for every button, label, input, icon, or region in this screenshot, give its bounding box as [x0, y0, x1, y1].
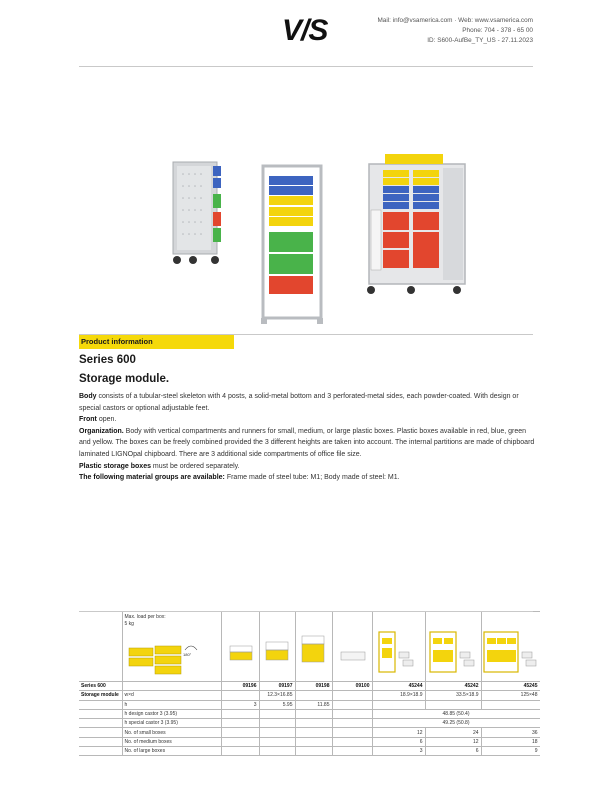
plastic-boxes-paragraph [79, 461, 535, 473]
product-info-label: Product information [79, 335, 234, 349]
table-cell: 33.5×18.9 [425, 691, 481, 700]
table-cell: 3 [372, 747, 425, 756]
row-label: h [122, 700, 221, 709]
code-cell: 45242 [425, 682, 481, 691]
box-image-cell-2 [259, 612, 295, 682]
row-label: h design castor 3 (3.95) [122, 709, 221, 718]
table-row [79, 700, 540, 709]
row-label: h special castor 3 (3.95) [122, 719, 221, 728]
cabinet-1-image [373, 612, 425, 678]
table-cell: 5.95 [259, 700, 295, 709]
cabinet-narrow-front-image [261, 166, 323, 324]
product-description [79, 391, 535, 484]
code-cell: 09100 [332, 682, 372, 691]
body-text: consists of a tubular-steel skeleton with 4 posts, a solid-metal bottom and 3 perforated-metal sides, each powder-coated. With design or special castors or optional adjustable feet. [79, 393, 519, 412]
max-load-cell [122, 612, 221, 682]
material-paragraph [79, 472, 535, 484]
table-cell: 125×48 [481, 691, 540, 700]
code-cell: 45244 [372, 682, 425, 691]
small-box-image [222, 612, 259, 678]
table-cell: 49.25 (50.8) [372, 719, 540, 728]
table-cell: 12.3×16.85 [259, 691, 295, 700]
module-title: Storage module. [79, 373, 170, 385]
max-load-label: Max. load per box: [124, 614, 166, 620]
large-box-image [296, 612, 332, 678]
body-label: Body [79, 393, 97, 400]
contact-mail-web: Mail: info@vsamerica.com · Web: www.vsamerica.com [377, 17, 533, 24]
contact-phone: Phone: 704 - 378 - 65 00 [462, 27, 533, 34]
code-cell: 45245 [481, 682, 540, 691]
cabinet-image-cell-2 [425, 612, 481, 682]
angle-label: 180° [182, 652, 191, 657]
medium-box-image [260, 612, 295, 678]
table-row [79, 747, 540, 756]
lid-image [333, 612, 372, 678]
table-cell: 6 [425, 747, 481, 756]
contact-block [377, 16, 533, 46]
front-text: open. [96, 416, 117, 424]
body-paragraph [79, 391, 535, 414]
table-row [79, 719, 540, 728]
table-cell: 6 [372, 737, 425, 746]
plastic-boxes-label: Plastic storage boxes [79, 462, 151, 470]
cabinet-side-view-image [173, 162, 221, 264]
product-images [165, 150, 545, 330]
boxes-group-image [125, 638, 220, 678]
material-text: Frame made of steel tube: M1; Body made of steel: M1. [224, 474, 400, 482]
table-row [79, 691, 540, 700]
code-cell: 09198 [295, 682, 332, 691]
plastic-boxes-text: must be ordered separately. [150, 462, 240, 470]
brand-logo: V/S [282, 14, 328, 47]
cabinet-image-cell-3 [481, 612, 540, 682]
table-row [79, 709, 540, 718]
cabinet-wide-open-image [367, 154, 465, 294]
table-module-label: Storage module [79, 691, 122, 700]
table-cell: 3 [221, 700, 259, 709]
box-image-cell-3 [295, 612, 332, 682]
cabinet-2-image [426, 612, 481, 678]
spec-table [79, 611, 540, 756]
table-cell: 48.85 (50.4) [372, 709, 540, 718]
table-cell: 18 [481, 737, 540, 746]
document-id: ID: S600-AufBe_TY_US - 27.11.2023 [427, 37, 533, 44]
organization-label: Organization. [79, 427, 124, 435]
table-row [79, 728, 540, 737]
organization-paragraph [79, 426, 535, 461]
code-row [79, 682, 540, 691]
code-cell: 09196 [221, 682, 259, 691]
table-cell: 9 [481, 747, 540, 756]
table-cell: 18.9×18.9 [372, 691, 425, 700]
cabinet-image-cell-1 [372, 612, 425, 682]
table-cell: 12 [425, 737, 481, 746]
row-label: w×d [122, 691, 221, 700]
cabinet-3-image [482, 612, 540, 678]
code-cell: 09197 [259, 682, 295, 691]
header-divider [79, 66, 533, 67]
table-series-label: Series 600 [79, 682, 122, 691]
material-label: The following material groups are available: [79, 474, 225, 482]
front-paragraph [79, 414, 535, 426]
table-cell: 11.85 [295, 700, 332, 709]
row-label: No. of large boxes [122, 747, 221, 756]
box-image-cell-1 [221, 612, 259, 682]
max-load-value: 5 kg [124, 621, 134, 627]
image-row [79, 612, 540, 682]
table-cell: 24 [425, 728, 481, 737]
table-row [79, 737, 540, 746]
series-title: Series 600 [79, 354, 136, 366]
row-label: No. of medium boxes [122, 737, 221, 746]
box-image-cell-4 [332, 612, 372, 682]
table-cell: 12 [372, 728, 425, 737]
table-cell: 36 [481, 728, 540, 737]
front-label: Front [79, 416, 97, 424]
table-top-rule [79, 611, 533, 612]
row-label: No. of small boxes [122, 728, 221, 737]
organization-text: Body with vertical compartments and runners for small, medium, or large plastic boxes. Plastic boxes available in red, blue, green and yellow. The boxes can be freely combined provided the 3 different heights are taken into account. The internal partitions are made of chipboard laminated LIGNOpal chipboard. There are 3 additional side compartments of office file size. [79, 427, 535, 458]
